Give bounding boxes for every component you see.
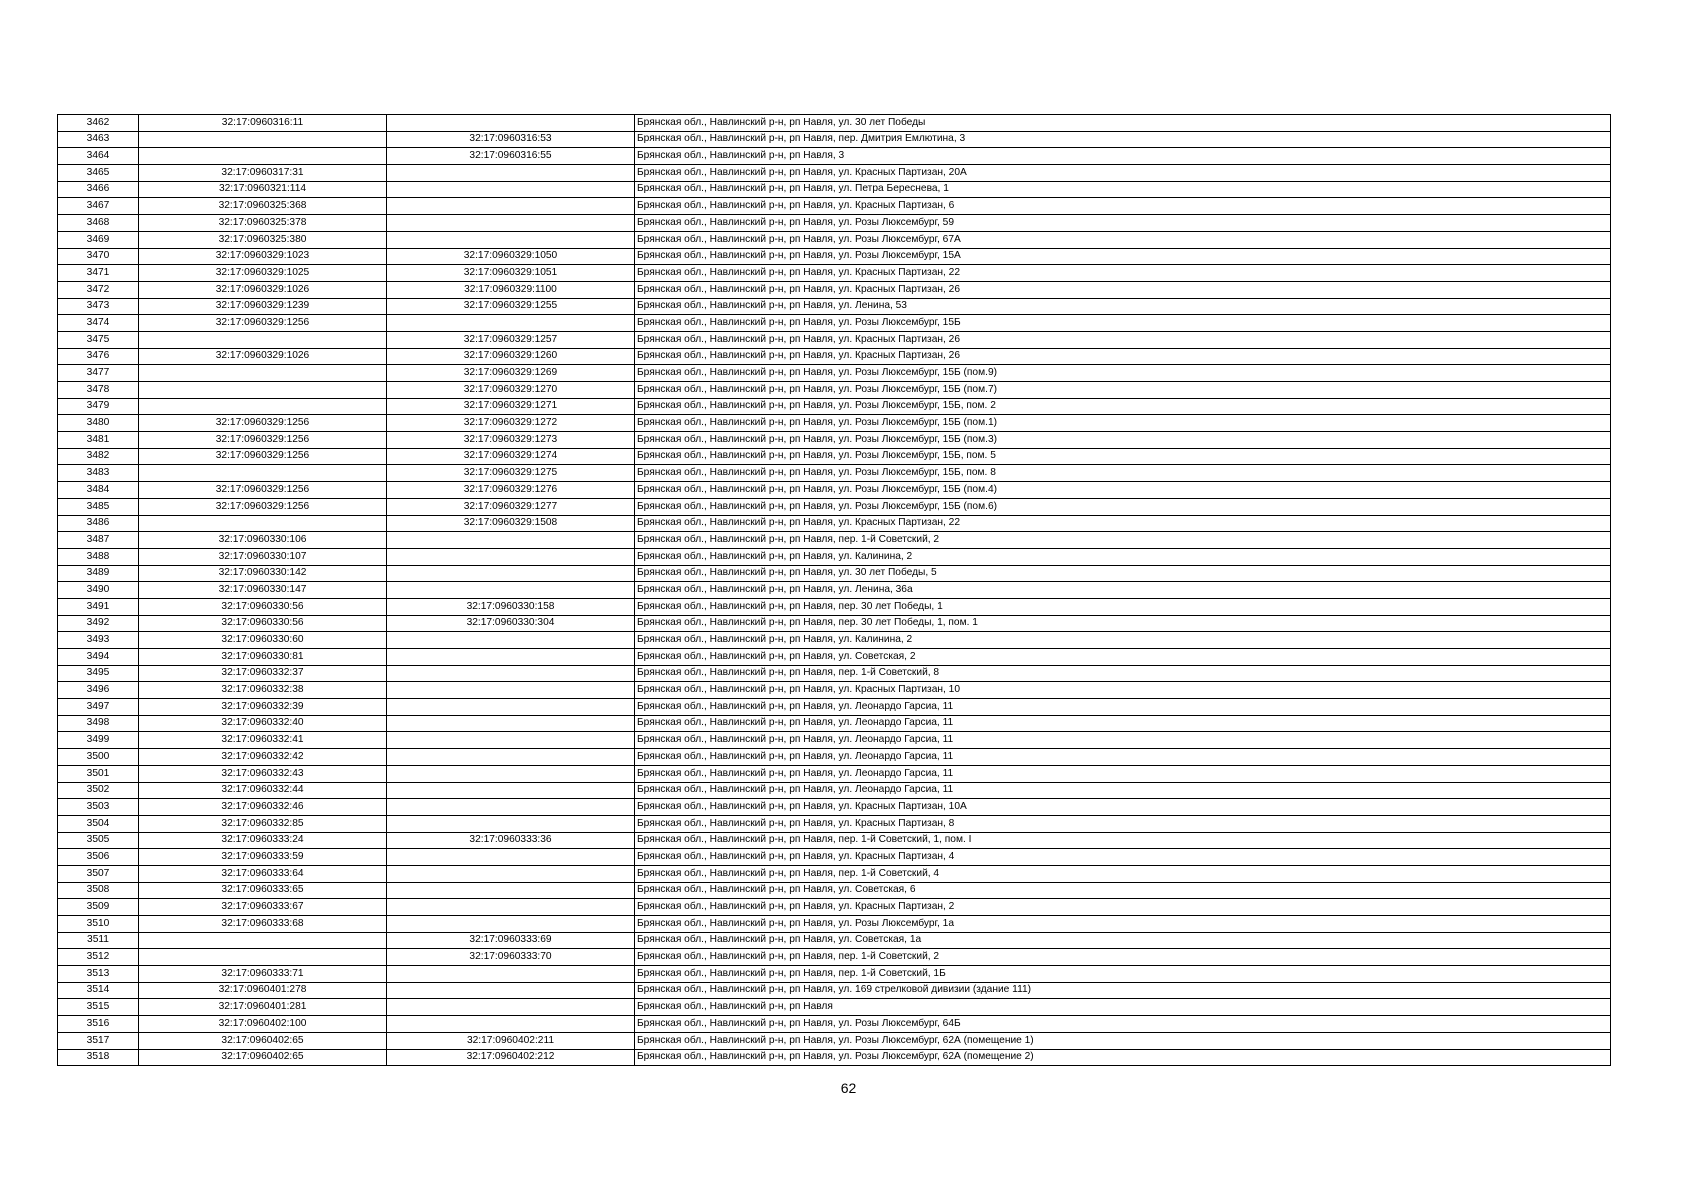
row-number-cell: 3468 bbox=[58, 215, 139, 232]
table-row bbox=[58, 932, 1611, 949]
address-cell: Брянская обл., Навлинский р-н, рп Навля, ул. Леонардо Гарсиа, 11 bbox=[635, 732, 1611, 749]
address-cell: Брянская обл., Навлинский р-н, рп Навля, ул. Красных Партизан, 22 bbox=[635, 265, 1611, 282]
row-number-cell: 3491 bbox=[58, 598, 139, 615]
object-cadastral-number-cell: 32:17:0960329:1508 bbox=[387, 515, 635, 532]
cadastral-number-cell: 32:17:0960332:38 bbox=[139, 682, 387, 699]
row-number-cell: 3514 bbox=[58, 982, 139, 999]
table-row bbox=[58, 498, 1611, 515]
table-row bbox=[58, 331, 1611, 348]
object-cadastral-number-cell bbox=[387, 181, 635, 198]
table-row bbox=[58, 715, 1611, 732]
cadastral-number-cell: 32:17:0960316:11 bbox=[139, 115, 387, 132]
object-cadastral-number-cell: 32:17:0960333:69 bbox=[387, 932, 635, 949]
row-number-cell: 3472 bbox=[58, 281, 139, 298]
table-row bbox=[58, 849, 1611, 866]
address-cell: Брянская обл., Навлинский р-н, рп Навля, ул. Розы Люксембург, 15Б (пом.1) bbox=[635, 415, 1611, 432]
table-row bbox=[58, 115, 1611, 132]
table-row bbox=[58, 699, 1611, 716]
cadastral-number-cell: 32:17:0960330:60 bbox=[139, 632, 387, 649]
row-number-cell: 3502 bbox=[58, 782, 139, 799]
object-cadastral-number-cell bbox=[387, 532, 635, 549]
cadastral-number-cell: 32:17:0960402:65 bbox=[139, 1032, 387, 1049]
object-cadastral-number-cell bbox=[387, 815, 635, 832]
row-number-cell: 3489 bbox=[58, 565, 139, 582]
table-row bbox=[58, 665, 1611, 682]
object-cadastral-number-cell bbox=[387, 749, 635, 766]
address-cell: Брянская обл., Навлинский р-н, рп Навля, ул. Калинина, 2 bbox=[635, 548, 1611, 565]
cadastral-number-cell bbox=[139, 398, 387, 415]
table-row bbox=[58, 982, 1611, 999]
row-number-cell: 3475 bbox=[58, 331, 139, 348]
address-cell: Брянская обл., Навлинский р-н, рп Навля, 3 bbox=[635, 148, 1611, 165]
address-cell: Брянская обл., Навлинский р-н, рп Навля, ул. Розы Люксембург, 15Б (пом.9) bbox=[635, 365, 1611, 382]
table-row bbox=[58, 432, 1611, 449]
row-number-cell: 3483 bbox=[58, 465, 139, 482]
object-cadastral-number-cell: 32:17:0960402:212 bbox=[387, 1049, 635, 1066]
address-cell: Брянская обл., Навлинский р-н, рп Навля, ул. Розы Люксембург, 64Б bbox=[635, 1016, 1611, 1033]
table-row bbox=[58, 281, 1611, 298]
object-cadastral-number-cell bbox=[387, 715, 635, 732]
cadastral-number-cell bbox=[139, 515, 387, 532]
row-number-cell: 3480 bbox=[58, 415, 139, 432]
cadastral-number-cell: 32:17:0960329:1256 bbox=[139, 448, 387, 465]
cadastral-number-cell: 32:17:0960329:1026 bbox=[139, 281, 387, 298]
object-cadastral-number-cell: 32:17:0960333:36 bbox=[387, 832, 635, 849]
table-row bbox=[58, 1049, 1611, 1066]
row-number-cell: 3467 bbox=[58, 198, 139, 215]
cadastral-number-cell: 32:17:0960330:56 bbox=[139, 598, 387, 615]
address-cell: Брянская обл., Навлинский р-н, рп Навля, пер. 1-й Советский, 8 bbox=[635, 665, 1611, 682]
address-cell: Брянская обл., Навлинский р-н, рп Навля, ул. Красных Партизан, 2 bbox=[635, 899, 1611, 916]
object-cadastral-number-cell bbox=[387, 315, 635, 332]
address-cell: Брянская обл., Навлинский р-н, рп Навля, ул. Красных Партизан, 26 bbox=[635, 348, 1611, 365]
table-row bbox=[58, 482, 1611, 499]
object-cadastral-number-cell bbox=[387, 565, 635, 582]
cadastral-number-cell: 32:17:0960333:68 bbox=[139, 916, 387, 933]
cadastral-number-cell bbox=[139, 331, 387, 348]
row-number-cell: 3462 bbox=[58, 115, 139, 132]
object-cadastral-number-cell: 32:17:0960329:1269 bbox=[387, 365, 635, 382]
address-cell: Брянская обл., Навлинский р-н, рп Навля, ул. 30 лет Победы bbox=[635, 115, 1611, 132]
table-row bbox=[58, 265, 1611, 282]
object-cadastral-number-cell bbox=[387, 782, 635, 799]
table-row bbox=[58, 615, 1611, 632]
address-cell: Брянская обл., Навлинский р-н, рп Навля, пер. 1-й Советский, 1, пом. I bbox=[635, 832, 1611, 849]
object-cadastral-number-cell: 32:17:0960316:55 bbox=[387, 148, 635, 165]
address-cell: Брянская обл., Навлинский р-н, рп Навля, ул. Красных Партизан, 6 bbox=[635, 198, 1611, 215]
row-number-cell: 3471 bbox=[58, 265, 139, 282]
table-row bbox=[58, 966, 1611, 983]
table-row bbox=[58, 999, 1611, 1016]
row-number-cell: 3505 bbox=[58, 832, 139, 849]
address-cell: Брянская обл., Навлинский р-н, рп Навля, ул. Красных Партизан, 4 bbox=[635, 849, 1611, 866]
row-number-cell: 3497 bbox=[58, 699, 139, 716]
row-number-cell: 3463 bbox=[58, 131, 139, 148]
row-number-cell: 3482 bbox=[58, 448, 139, 465]
row-number-cell: 3496 bbox=[58, 682, 139, 699]
cadastral-number-cell: 32:17:0960321:114 bbox=[139, 181, 387, 198]
object-cadastral-number-cell bbox=[387, 198, 635, 215]
table-row bbox=[58, 882, 1611, 899]
object-cadastral-number-cell bbox=[387, 665, 635, 682]
object-cadastral-number-cell bbox=[387, 982, 635, 999]
table-row bbox=[58, 365, 1611, 382]
object-cadastral-number-cell bbox=[387, 765, 635, 782]
table-row bbox=[58, 315, 1611, 332]
cadastral-number-cell: 32:17:0960333:59 bbox=[139, 849, 387, 866]
table-row bbox=[58, 749, 1611, 766]
cadastral-number-cell: 32:17:0960329:1256 bbox=[139, 482, 387, 499]
cadastral-number-cell: 32:17:0960332:40 bbox=[139, 715, 387, 732]
row-number-cell: 3503 bbox=[58, 799, 139, 816]
object-cadastral-number-cell: 32:17:0960333:70 bbox=[387, 949, 635, 966]
address-cell: Брянская обл., Навлинский р-н, рп Навля, ул. Розы Люксембург, 1а bbox=[635, 916, 1611, 933]
row-number-cell: 3518 bbox=[58, 1049, 139, 1066]
object-cadastral-number-cell: 32:17:0960329:1051 bbox=[387, 265, 635, 282]
cadastral-number-cell: 32:17:0960333:71 bbox=[139, 966, 387, 983]
table-row bbox=[58, 1032, 1611, 1049]
cadastral-number-cell bbox=[139, 465, 387, 482]
address-cell: Брянская обл., Навлинский р-н, рп Навля, ул. Розы Люксембург, 15Б, пом. 8 bbox=[635, 465, 1611, 482]
address-cell: Брянская обл., Навлинский р-н, рп Навля, ул. Розы Люксембург, 15А bbox=[635, 248, 1611, 265]
row-number-cell: 3495 bbox=[58, 665, 139, 682]
row-number-cell: 3477 bbox=[58, 365, 139, 382]
cadastral-number-cell: 32:17:0960332:41 bbox=[139, 732, 387, 749]
object-cadastral-number-cell: 32:17:0960329:1260 bbox=[387, 348, 635, 365]
table-row bbox=[58, 515, 1611, 532]
cadastral-number-cell bbox=[139, 949, 387, 966]
page-number: 62 bbox=[840, 1080, 857, 1096]
row-number-cell: 3465 bbox=[58, 165, 139, 182]
object-cadastral-number-cell bbox=[387, 849, 635, 866]
table-row bbox=[58, 532, 1611, 549]
cadastral-number-cell: 32:17:0960329:1025 bbox=[139, 265, 387, 282]
cadastral-number-cell: 32:17:0960329:1239 bbox=[139, 298, 387, 315]
row-number-cell: 3510 bbox=[58, 916, 139, 933]
address-cell: Брянская обл., Навлинский р-н, рп Навля, пер. Дмитрия Емлютина, 3 bbox=[635, 131, 1611, 148]
address-cell: Брянская обл., Навлинский р-н, рп Навля, пер. 30 лет Победы, 1, пом. 1 bbox=[635, 615, 1611, 632]
address-cell: Брянская обл., Навлинский р-н, рп Навля, ул. Красных Партизан, 10 bbox=[635, 682, 1611, 699]
address-cell: Брянская обл., Навлинский р-н, рп Навля, ул. 30 лет Победы, 5 bbox=[635, 565, 1611, 582]
table-row bbox=[58, 181, 1611, 198]
cadastral-number-cell: 32:17:0960330:56 bbox=[139, 615, 387, 632]
cadastral-number-cell: 32:17:0960329:1256 bbox=[139, 315, 387, 332]
address-cell: Брянская обл., Навлинский р-н, рп Навля, ул. Петра Береснева, 1 bbox=[635, 181, 1611, 198]
object-cadastral-number-cell bbox=[387, 582, 635, 599]
address-cell: Брянская обл., Навлинский р-н, рп Навля, пер. 1-й Советский, 1Б bbox=[635, 966, 1611, 983]
cadastral-number-cell: 32:17:0960333:65 bbox=[139, 882, 387, 899]
object-cadastral-number-cell bbox=[387, 548, 635, 565]
table-row bbox=[58, 231, 1611, 248]
address-cell: Брянская обл., Навлинский р-н, рп Навля, ул. Красных Партизан, 26 bbox=[635, 281, 1611, 298]
cadastral-number-cell: 32:17:0960329:1256 bbox=[139, 415, 387, 432]
address-cell: Брянская обл., Навлинский р-н, рп Навля, ул. Леонардо Гарсиа, 11 bbox=[635, 749, 1611, 766]
object-cadastral-number-cell: 32:17:0960329:1255 bbox=[387, 298, 635, 315]
row-number-cell: 3487 bbox=[58, 532, 139, 549]
address-cell: Брянская обл., Навлинский р-н, рп Навля, ул. Розы Люксембург, 15Б, пом. 2 bbox=[635, 398, 1611, 415]
object-cadastral-number-cell bbox=[387, 632, 635, 649]
object-cadastral-number-cell bbox=[387, 115, 635, 132]
table-row bbox=[58, 865, 1611, 882]
row-number-cell: 3512 bbox=[58, 949, 139, 966]
object-cadastral-number-cell: 32:17:0960330:158 bbox=[387, 598, 635, 615]
row-number-cell: 3479 bbox=[58, 398, 139, 415]
registry-body bbox=[58, 115, 1611, 1066]
object-cadastral-number-cell: 32:17:0960329:1276 bbox=[387, 482, 635, 499]
table-row bbox=[58, 415, 1611, 432]
object-cadastral-number-cell: 32:17:0960329:1277 bbox=[387, 498, 635, 515]
object-cadastral-number-cell: 32:17:0960329:1274 bbox=[387, 448, 635, 465]
cadastral-number-cell: 32:17:0960317:31 bbox=[139, 165, 387, 182]
object-cadastral-number-cell: 32:17:0960329:1271 bbox=[387, 398, 635, 415]
registry-table bbox=[57, 114, 1611, 1066]
row-number-cell: 3501 bbox=[58, 765, 139, 782]
address-cell: Брянская обл., Навлинский р-н, рп Навля, пер. 1-й Советский, 2 bbox=[635, 949, 1611, 966]
address-cell: Брянская обл., Навлинский р-н, рп Навля, ул. Розы Люксембург, 15Б (пом.4) bbox=[635, 482, 1611, 499]
row-number-cell: 3478 bbox=[58, 382, 139, 399]
object-cadastral-number-cell: 32:17:0960329:1270 bbox=[387, 382, 635, 399]
object-cadastral-number-cell bbox=[387, 1016, 635, 1033]
address-cell: Брянская обл., Навлинский р-н, рп Навля, ул. Розы Люксембург, 59 bbox=[635, 215, 1611, 232]
address-cell: Брянская обл., Навлинский р-н, рп Навля, пер. 1-й Советский, 2 bbox=[635, 532, 1611, 549]
table-row bbox=[58, 649, 1611, 666]
row-number-cell: 3494 bbox=[58, 649, 139, 666]
row-number-cell: 3485 bbox=[58, 498, 139, 515]
row-number-cell: 3511 bbox=[58, 932, 139, 949]
address-cell: Брянская обл., Навлинский р-н, рп Навля, ул. Розы Люксембург, 15Б (пом.6) bbox=[635, 498, 1611, 515]
address-cell: Брянская обл., Навлинский р-н, рп Навля, ул. Калинина, 2 bbox=[635, 632, 1611, 649]
table-row bbox=[58, 916, 1611, 933]
cadastral-number-cell: 32:17:0960325:380 bbox=[139, 231, 387, 248]
address-cell: Брянская обл., Навлинский р-н, рп Навля, ул. Леонардо Гарсиа, 11 bbox=[635, 782, 1611, 799]
address-cell: Брянская обл., Навлинский р-н, рп Навля, ул. Леонардо Гарсиа, 11 bbox=[635, 699, 1611, 716]
table-row bbox=[58, 165, 1611, 182]
object-cadastral-number-cell bbox=[387, 882, 635, 899]
address-cell: Брянская обл., Навлинский р-н, рп Навля, ул. Леонардо Гарсиа, 11 bbox=[635, 765, 1611, 782]
table-row bbox=[58, 682, 1611, 699]
table-row bbox=[58, 899, 1611, 916]
address-cell: Брянская обл., Навлинский р-н, рп Навля, ул. Советская, 2 bbox=[635, 649, 1611, 666]
cadastral-number-cell: 32:17:0960401:281 bbox=[139, 999, 387, 1016]
object-cadastral-number-cell bbox=[387, 899, 635, 916]
cadastral-number-cell: 32:17:0960402:65 bbox=[139, 1049, 387, 1066]
table-row bbox=[58, 348, 1611, 365]
cadastral-number-cell: 32:17:0960330:107 bbox=[139, 548, 387, 565]
address-cell: Брянская обл., Навлинский р-н, рп Навля, ул. Красных Партизан, 20А bbox=[635, 165, 1611, 182]
address-cell: Брянская обл., Навлинский р-н, рп Навля, ул. Советская, 1а bbox=[635, 932, 1611, 949]
object-cadastral-number-cell: 32:17:0960330:304 bbox=[387, 615, 635, 632]
row-number-cell: 3476 bbox=[58, 348, 139, 365]
object-cadastral-number-cell: 32:17:0960329:1275 bbox=[387, 465, 635, 482]
address-cell: Брянская обл., Навлинский р-н, рп Навля, ул. Розы Люксембург, 15Б bbox=[635, 315, 1611, 332]
table-row bbox=[58, 1016, 1611, 1033]
object-cadastral-number-cell bbox=[387, 799, 635, 816]
address-cell: Брянская обл., Навлинский р-н, рп Навля, пер. 30 лет Победы, 1 bbox=[635, 598, 1611, 615]
table-row bbox=[58, 799, 1611, 816]
row-number-cell: 3509 bbox=[58, 899, 139, 916]
address-cell: Брянская обл., Навлинский р-н, рп Навля, ул. Розы Люксембург, 15Б, пом. 5 bbox=[635, 448, 1611, 465]
table-row bbox=[58, 732, 1611, 749]
table-row bbox=[58, 215, 1611, 232]
row-number-cell: 3516 bbox=[58, 1016, 139, 1033]
table-row bbox=[58, 131, 1611, 148]
cadastral-number-cell: 32:17:0960333:24 bbox=[139, 832, 387, 849]
table-row bbox=[58, 832, 1611, 849]
row-number-cell: 3508 bbox=[58, 882, 139, 899]
table-row bbox=[58, 465, 1611, 482]
cadastral-number-cell: 32:17:0960332:85 bbox=[139, 815, 387, 832]
address-cell: Брянская обл., Навлинский р-н, рп Навля, ул. Розы Люксембург, 15Б (пом.7) bbox=[635, 382, 1611, 399]
table-row bbox=[58, 248, 1611, 265]
cadastral-number-cell bbox=[139, 365, 387, 382]
table-row bbox=[58, 382, 1611, 399]
cadastral-number-cell: 32:17:0960330:142 bbox=[139, 565, 387, 582]
address-cell: Брянская обл., Навлинский р-н, рп Навля, ул. Ленина, 36а bbox=[635, 582, 1611, 599]
row-number-cell: 3504 bbox=[58, 815, 139, 832]
table-row bbox=[58, 949, 1611, 966]
cadastral-number-cell bbox=[139, 148, 387, 165]
row-number-cell: 3507 bbox=[58, 865, 139, 882]
cadastral-number-cell: 32:17:0960333:64 bbox=[139, 865, 387, 882]
cadastral-number-cell: 32:17:0960332:44 bbox=[139, 782, 387, 799]
object-cadastral-number-cell bbox=[387, 165, 635, 182]
address-cell: Брянская обл., Навлинский р-н, рп Навля, ул. 169 стрелковой дивизии (здание 111) bbox=[635, 982, 1611, 999]
row-number-cell: 3492 bbox=[58, 615, 139, 632]
cadastral-number-cell: 32:17:0960332:39 bbox=[139, 699, 387, 716]
object-cadastral-number-cell: 32:17:0960329:1272 bbox=[387, 415, 635, 432]
object-cadastral-number-cell bbox=[387, 215, 635, 232]
address-cell: Брянская обл., Навлинский р-н, рп Навля, пер. 1-й Советский, 4 bbox=[635, 865, 1611, 882]
object-cadastral-number-cell bbox=[387, 732, 635, 749]
cadastral-number-cell: 32:17:0960325:368 bbox=[139, 198, 387, 215]
object-cadastral-number-cell bbox=[387, 999, 635, 1016]
table-row bbox=[58, 582, 1611, 599]
cadastral-number-cell: 32:17:0960329:1026 bbox=[139, 348, 387, 365]
cadastral-number-cell: 32:17:0960329:1023 bbox=[139, 248, 387, 265]
table-row bbox=[58, 598, 1611, 615]
address-cell: Брянская обл., Навлинский р-н, рп Навля, ул. Красных Партизан, 26 bbox=[635, 331, 1611, 348]
object-cadastral-number-cell: 32:17:0960329:1050 bbox=[387, 248, 635, 265]
row-number-cell: 3484 bbox=[58, 482, 139, 499]
table-row bbox=[58, 632, 1611, 649]
row-number-cell: 3488 bbox=[58, 548, 139, 565]
cadastral-number-cell: 32:17:0960402:100 bbox=[139, 1016, 387, 1033]
address-cell: Брянская обл., Навлинский р-н, рп Навля, ул. Красных Партизан, 10А bbox=[635, 799, 1611, 816]
object-cadastral-number-cell: 32:17:0960402:211 bbox=[387, 1032, 635, 1049]
row-number-cell: 3513 bbox=[58, 966, 139, 983]
object-cadastral-number-cell: 32:17:0960329:1100 bbox=[387, 281, 635, 298]
row-number-cell: 3515 bbox=[58, 999, 139, 1016]
address-cell: Брянская обл., Навлинский р-н, рп Навля, ул. Советская, 6 bbox=[635, 882, 1611, 899]
row-number-cell: 3500 bbox=[58, 749, 139, 766]
object-cadastral-number-cell bbox=[387, 649, 635, 666]
table-row bbox=[58, 765, 1611, 782]
cadastral-number-cell bbox=[139, 131, 387, 148]
object-cadastral-number-cell bbox=[387, 916, 635, 933]
address-cell: Брянская обл., Навлинский р-н, рп Навля bbox=[635, 999, 1611, 1016]
row-number-cell: 3517 bbox=[58, 1032, 139, 1049]
row-number-cell: 3469 bbox=[58, 231, 139, 248]
row-number-cell: 3490 bbox=[58, 582, 139, 599]
object-cadastral-number-cell bbox=[387, 865, 635, 882]
table-row bbox=[58, 548, 1611, 565]
address-cell: Брянская обл., Навлинский р-н, рп Навля, ул. Розы Люксембург, 62А (помещение 2) bbox=[635, 1049, 1611, 1066]
row-number-cell: 3470 bbox=[58, 248, 139, 265]
row-number-cell: 3486 bbox=[58, 515, 139, 532]
table-row bbox=[58, 448, 1611, 465]
row-number-cell: 3493 bbox=[58, 632, 139, 649]
cadastral-number-cell: 32:17:0960330:147 bbox=[139, 582, 387, 599]
table-row bbox=[58, 565, 1611, 582]
address-cell: Брянская обл., Навлинский р-н, рп Навля, ул. Красных Партизан, 8 bbox=[635, 815, 1611, 832]
object-cadastral-number-cell: 32:17:0960329:1273 bbox=[387, 432, 635, 449]
table-row bbox=[58, 148, 1611, 165]
object-cadastral-number-cell bbox=[387, 231, 635, 248]
cadastral-number-cell: 32:17:0960401:278 bbox=[139, 982, 387, 999]
cadastral-number-cell: 32:17:0960330:106 bbox=[139, 532, 387, 549]
address-cell: Брянская обл., Навлинский р-н, рп Навля, ул. Розы Люксембург, 67А bbox=[635, 231, 1611, 248]
cadastral-number-cell bbox=[139, 932, 387, 949]
cadastral-number-cell: 32:17:0960325:378 bbox=[139, 215, 387, 232]
table-row bbox=[58, 198, 1611, 215]
table-row bbox=[58, 782, 1611, 799]
row-number-cell: 3466 bbox=[58, 181, 139, 198]
cadastral-number-cell: 32:17:0960329:1256 bbox=[139, 498, 387, 515]
row-number-cell: 3473 bbox=[58, 298, 139, 315]
cadastral-number-cell bbox=[139, 382, 387, 399]
row-number-cell: 3499 bbox=[58, 732, 139, 749]
object-cadastral-number-cell bbox=[387, 966, 635, 983]
cadastral-number-cell: 32:17:0960329:1256 bbox=[139, 432, 387, 449]
row-number-cell: 3474 bbox=[58, 315, 139, 332]
cadastral-number-cell: 32:17:0960333:67 bbox=[139, 899, 387, 916]
address-cell: Брянская обл., Навлинский р-н, рп Навля, ул. Красных Партизан, 22 bbox=[635, 515, 1611, 532]
object-cadastral-number-cell: 32:17:0960316:53 bbox=[387, 131, 635, 148]
address-cell: Брянская обл., Навлинский р-н, рп Навля, ул. Розы Люксембург, 62А (помещение 1) bbox=[635, 1032, 1611, 1049]
object-cadastral-number-cell bbox=[387, 699, 635, 716]
object-cadastral-number-cell bbox=[387, 682, 635, 699]
object-cadastral-number-cell: 32:17:0960329:1257 bbox=[387, 331, 635, 348]
row-number-cell: 3498 bbox=[58, 715, 139, 732]
address-cell: Брянская обл., Навлинский р-н, рп Навля, ул. Ленина, 53 bbox=[635, 298, 1611, 315]
row-number-cell: 3506 bbox=[58, 849, 139, 866]
table-row bbox=[58, 398, 1611, 415]
table-row bbox=[58, 298, 1611, 315]
cadastral-number-cell: 32:17:0960332:37 bbox=[139, 665, 387, 682]
cadastral-number-cell: 32:17:0960330:81 bbox=[139, 649, 387, 666]
address-cell: Брянская обл., Навлинский р-н, рп Навля, ул. Розы Люксембург, 15Б (пом.3) bbox=[635, 432, 1611, 449]
table-row bbox=[58, 815, 1611, 832]
row-number-cell: 3464 bbox=[58, 148, 139, 165]
cadastral-number-cell: 32:17:0960332:46 bbox=[139, 799, 387, 816]
row-number-cell: 3481 bbox=[58, 432, 139, 449]
cadastral-number-cell: 32:17:0960332:42 bbox=[139, 749, 387, 766]
cadastral-number-cell: 32:17:0960332:43 bbox=[139, 765, 387, 782]
address-cell: Брянская обл., Навлинский р-н, рп Навля, ул. Леонардо Гарсиа, 11 bbox=[635, 715, 1611, 732]
